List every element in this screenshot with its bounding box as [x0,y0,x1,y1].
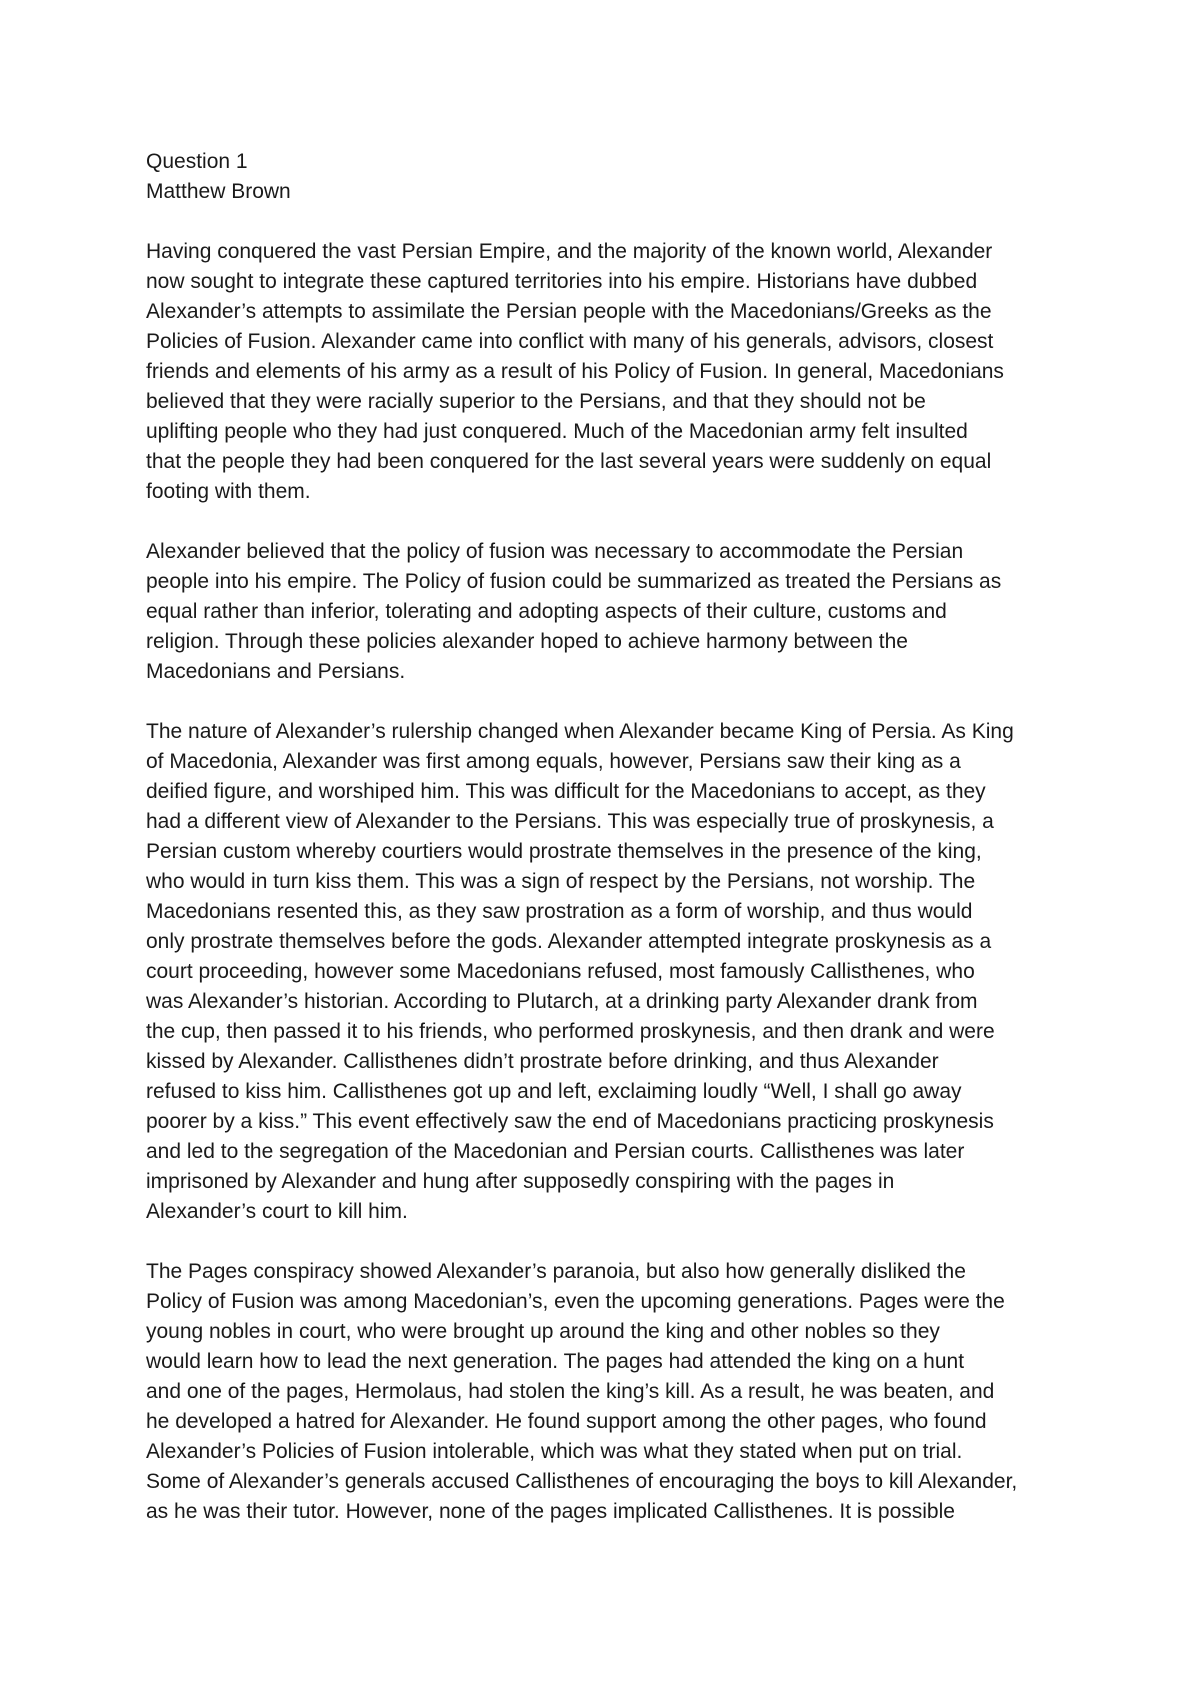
text-line: imprisoned by Alexander and hung after supposedly conspiring with the pages in [146,1170,895,1193]
text-line: now sought to integrate these captured territories into his empire. Historians have dubbed [146,270,978,293]
text-line: friends and elements of his army as a result of his Policy of Fusion. In general, Macedonians [146,360,1004,383]
text-line: refused to kiss him. Callisthenes got up and left, exclaiming loudly “Well, I shall go away [146,1080,962,1103]
text-line: young nobles in court, who were brought up around the king and other nobles so they [146,1320,940,1343]
paragraph [146,537,1066,687]
text-line: would learn how to lead the next generation. The pages had attended the king on a hunt [146,1350,965,1373]
text-line: who would in turn kiss them. This was a sign of respect by the Persians, not worship. The [146,870,976,893]
text-line: had a different view of Alexander to the Persians. This was especially true of proskynesis, a [146,810,994,833]
text-line: footing with them. [146,480,311,503]
document-body [146,147,1066,1527]
author-name: Matthew Brown [146,180,291,203]
text-line: court proceeding, however some Macedonians refused, most famously Callisthenes, who [146,960,975,983]
text-line: Macedonians resented this, as they saw prostration as a form of worship, and thus would [146,900,973,923]
text-line: Some of Alexander’s generals accused Callisthenes of encouraging the boys to kill Alexander, [146,1470,1018,1493]
text-line: he developed a hatred for Alexander. He found support among the other pages, who found [146,1410,987,1433]
question-title: Question 1 [146,150,248,173]
text-line: equal rather than inferior, tolerating and adopting aspects of their culture, customs and [146,600,947,623]
text-line: Alexander’s Policies of Fusion intolerable, which was what they stated when put on trial. [146,1440,963,1463]
paragraph [146,1257,1066,1527]
text-line: Alexander believed that the policy of fusion was necessary to accommodate the Persian [146,540,964,563]
text-line: the cup, then passed it to his friends, who performed proskynesis, and then drank and were [146,1020,995,1043]
paragraph [146,237,1066,507]
text-line: uplifting people who they had just conquered. Much of the Macedonian army felt insulted [146,420,968,443]
text-line: people into his empire. The Policy of fusion could be summarized as treated the Persians as [146,570,1002,593]
text-line: only prostrate themselves before the gods. Alexander attempted integrate proskynesis as a [146,930,992,953]
text-line: religion. Through these policies alexander hoped to achieve harmony between the [146,630,908,653]
text-line: that the people they had been conquered for the last several years were suddenly on equal [146,450,992,473]
text-line: The nature of Alexander’s rulership changed when Alexander became King of Persia. As King [146,720,1014,743]
text-line: The Pages conspiracy showed Alexander’s paranoia, but also how generally disliked the [146,1260,966,1283]
text-line: deified figure, and worshiped him. This was difficult for the Macedonians to accept, as they [146,780,986,803]
text-line: Alexander’s court to kill him. [146,1200,408,1223]
text-line: as he was their tutor. However, none of the pages implicated Callisthenes. It is possible [146,1500,955,1523]
text-line: of Macedonia, Alexander was first among equals, however, Persians saw their king as a [146,750,961,773]
text-line: Macedonians and Persians. [146,660,406,683]
text-line: and one of the pages, Hermolaus, had stolen the king’s kill. As a result, he was beaten, and [146,1380,995,1403]
text-line: Having conquered the vast Persian Empire, and the majority of the known world, Alexander [146,240,993,263]
text-line: Policy of Fusion was among Macedonian’s, even the upcoming generations. Pages were the [146,1290,1005,1313]
text-line: was Alexander’s historian. According to Plutarch, at a drinking party Alexander drank from [146,990,978,1013]
text-line: Policies of Fusion. Alexander came into conflict with many of his generals, advisors, closest [146,330,994,353]
paragraph [146,717,1066,1227]
text-line: and led to the segregation of the Macedonian and Persian courts. Callisthenes was later [146,1140,965,1163]
text-line: kissed by Alexander. Callisthenes didn’t prostrate before drinking, and thus Alexander [146,1050,939,1073]
text-line: Alexander’s attempts to assimilate the Persian people with the Macedonians/Greeks as the [146,300,992,323]
text-line: believed that they were racially superior to the Persians, and that they should not be [146,390,926,413]
paragraph-list [146,237,1066,1527]
text-line: poorer by a kiss.” This event effectively saw the end of Macedonians practicing proskynesis [146,1110,994,1133]
text-line: Persian custom whereby courtiers would prostrate themselves in the presence of the king, [146,840,982,863]
